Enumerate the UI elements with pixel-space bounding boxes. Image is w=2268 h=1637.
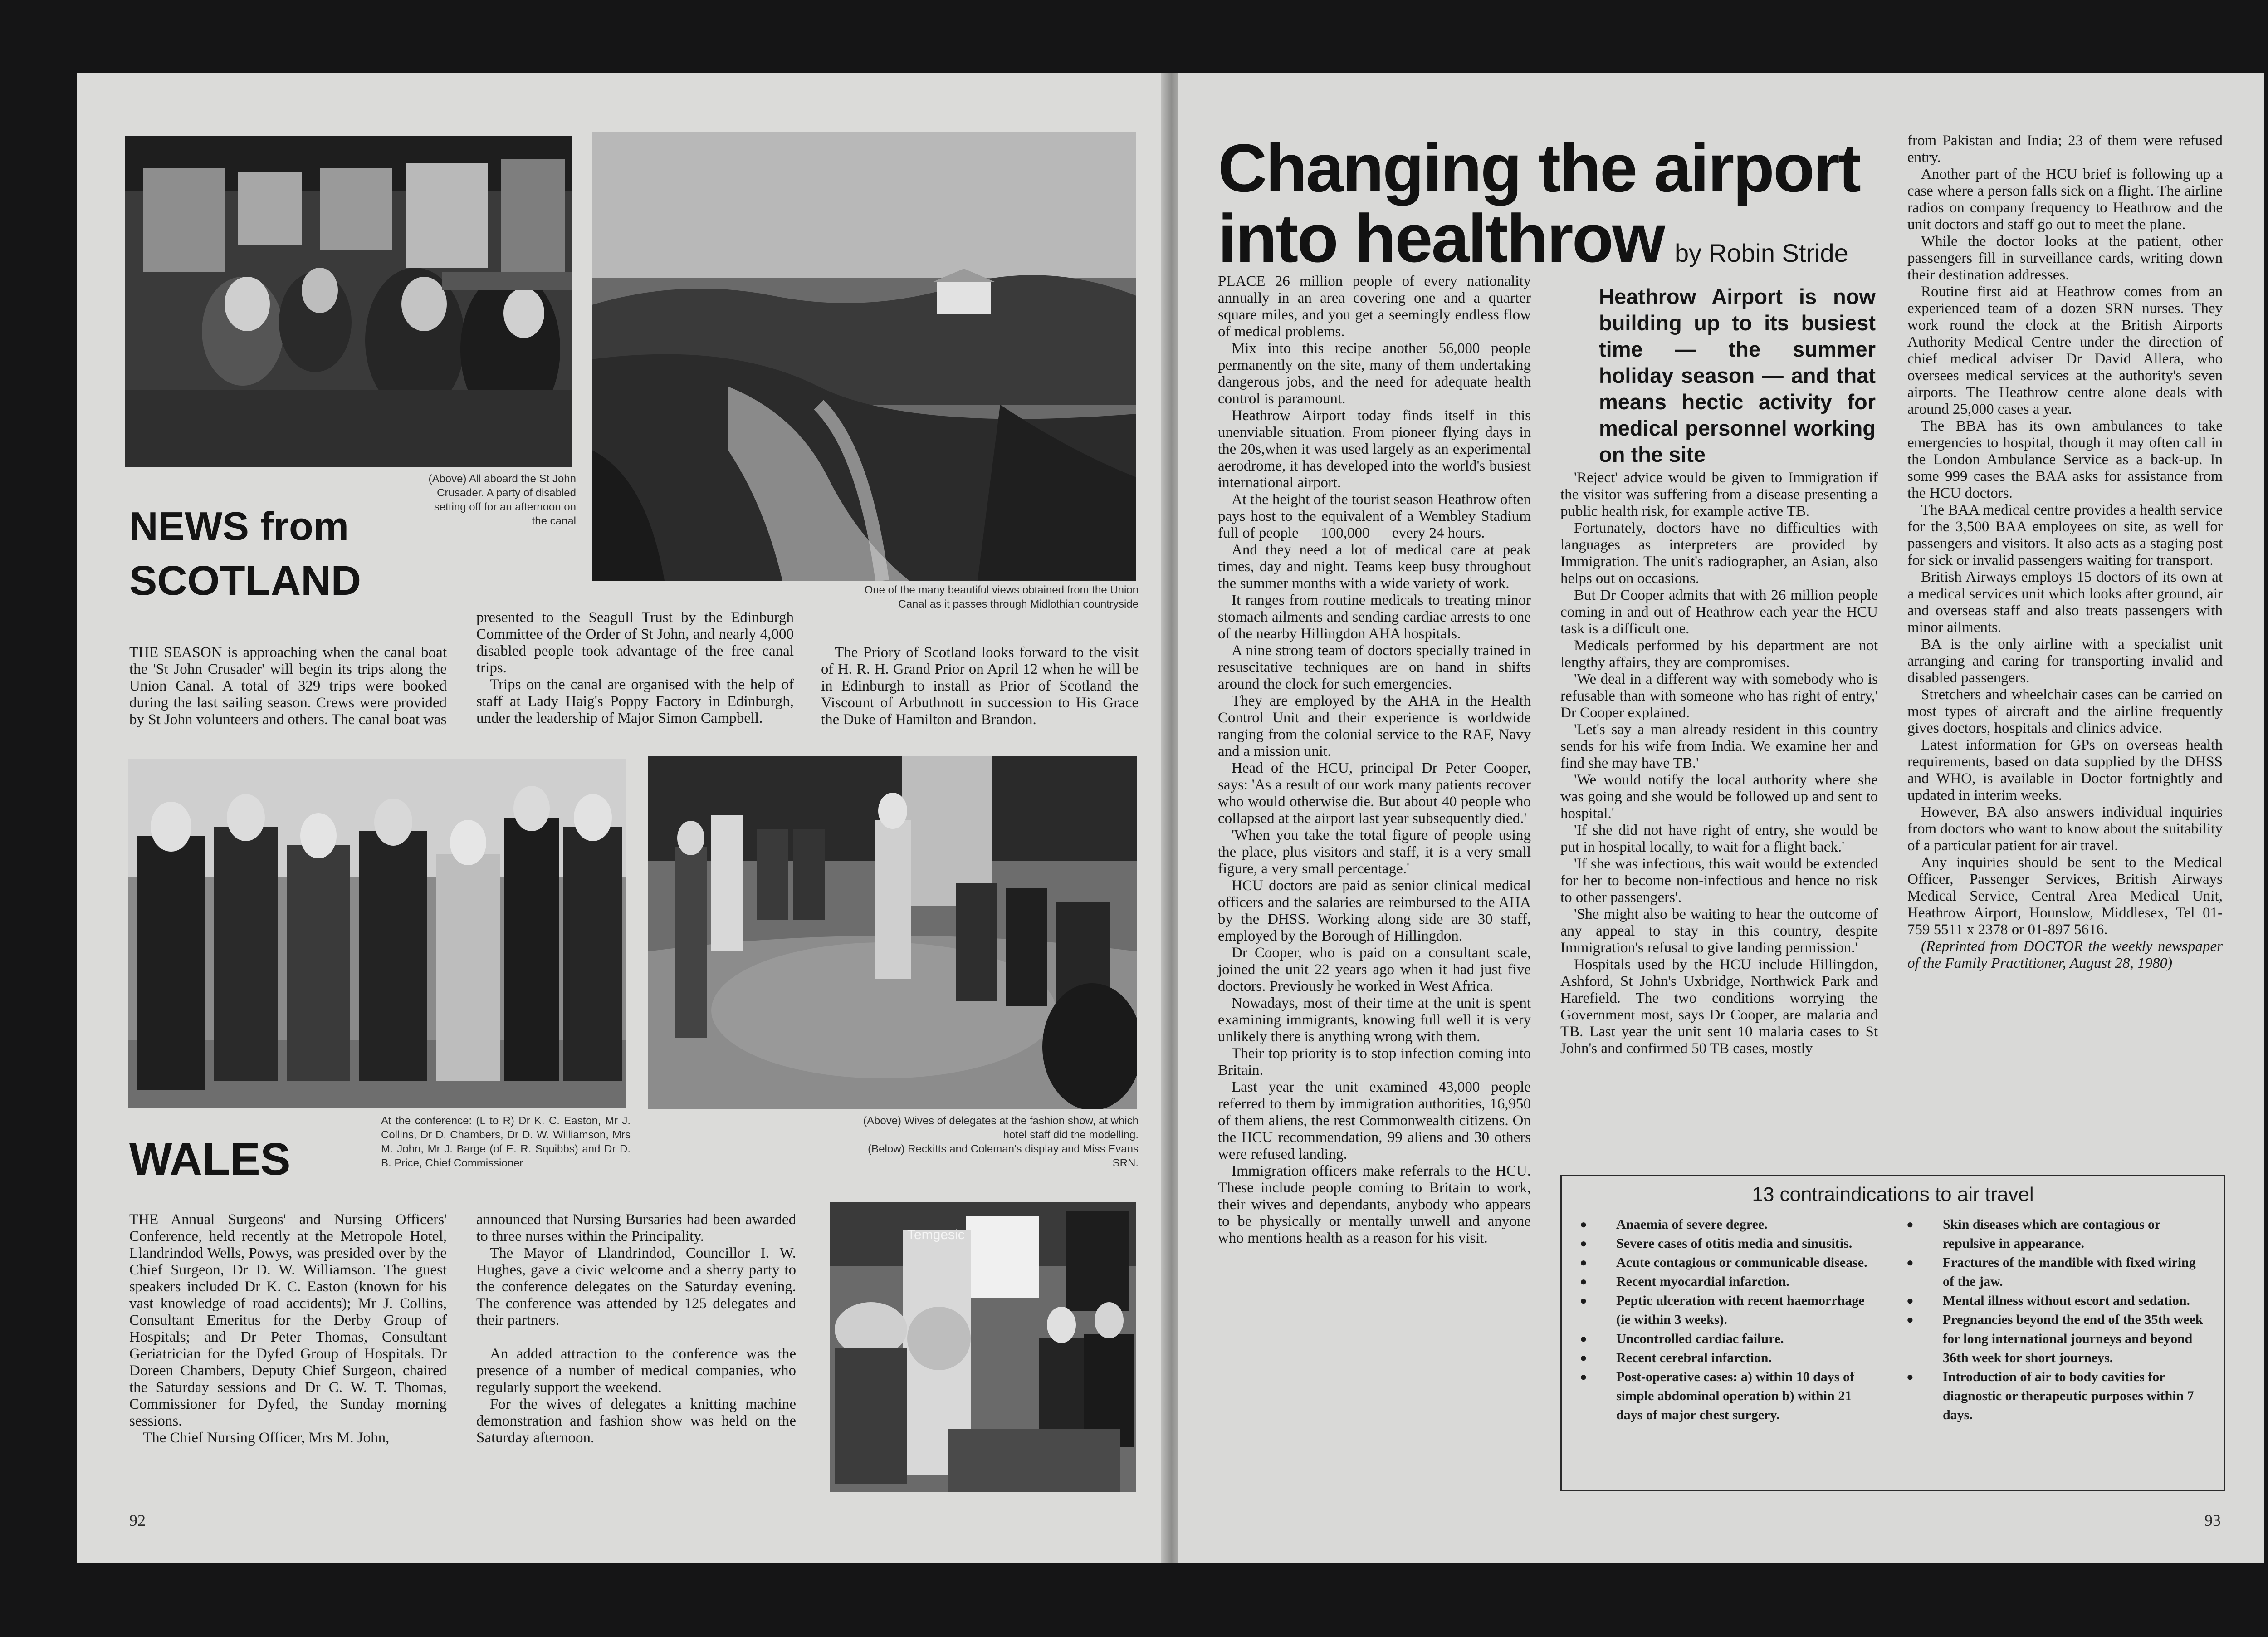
wales-column-1 — [129, 1211, 447, 1446]
paragraph: Mix into this recipe another 56,000 people permanently on the site, many of them undertaking dangerous jobs, and the need for adequate health control is paramount. — [1218, 340, 1531, 407]
list-item: ● Anaemia of severe degree. — [1580, 1215, 1870, 1234]
paragraph: A nine strong team of doctors specially trained in resuscitative techniques are on hand in shifts around the clock for such emergencies. — [1218, 642, 1531, 692]
list-item: ● Pregnancies beyond the end of the 35th week for long international journeys and beyond 36th week for short journeys. — [1906, 1310, 2206, 1367]
headline-line-2 — [1218, 200, 1848, 276]
paragraph: While the doctor looks at the patient, other passengers fill in surveillance cards, writing down their destination addresses. — [1907, 233, 2223, 283]
paragraph: And they need a lot of medical care at peak times, day and night. Teams keep busy throughout the summer months with a wide variety of work. — [1218, 542, 1531, 592]
contraindications-list-left — [1580, 1215, 1870, 1425]
paragraph: At the height of the tourist season Heathrow often pays host to the equivalent of a Wembley Stadium full of people — 100,000 — every 24 hours. — [1218, 491, 1531, 541]
paragraph: 'If she was infectious, this wait would be extended for her to become non-infectious and hence no risk to other passengers'. — [1560, 856, 1878, 906]
caption-countryside: One of the many beautiful views obtained from the Union Canal as it passes through Midlothian countryside — [864, 584, 1139, 610]
standfirst: Heathrow Airport is now building up to its busiest time — the summer holiday season — and that means hectic activity for medical personnel working on the site — [1599, 284, 1876, 466]
paragraph: Nowadays, most of their time at the unit is spent examining immigrants, knowing full well it is very unlikely there is anything wrong with them. — [1218, 995, 1531, 1045]
paragraph: Heathrow Airport today finds itself in this unenviable situation. From pioneer flying days in the 20s,when it was used largely as an experimental aerodrome, it has developed into the world's busiest international airport. — [1218, 407, 1531, 491]
paragraph: However, BA also answers individual inquiries from doctors who want to know about the suitability of a particular patient for air travel. — [1907, 804, 2223, 854]
list-item: ● Uncontrolled cardiac failure. — [1580, 1329, 1870, 1348]
caption-conference: At the conference: (L to R) Dr K. C. Easton, Mr J. Collins, Dr D. Chambers, Dr D. W. Williamson, Mrs M. John, Mr J. Barge (of E. R. Squibbs) and Dr D. B. Price, Chief Commissioner — [381, 1115, 631, 1169]
list-item: ● Severe cases of otitis media and sinusitis. — [1580, 1234, 1870, 1253]
byline: by Robin Stride — [1674, 239, 1848, 267]
page-number-left: 92 — [129, 1511, 146, 1529]
paragraph: Any inquiries should be sent to the Medical Officer, Passenger Services, British Airways Medical Service, Central Area Medical Unit, Heathrow Airport, Hounslow, Middlesex, Tel 01-759 5511 x 2378 or 01-897 5616. — [1907, 854, 2223, 938]
paragraph: The Mayor of Llandrindod, Councillor I. W. Hughes, gave a civic welcome and a sherry party to the conference delegates on the Saturday evening. The conference was attended by 125 delegates and their partners. — [476, 1245, 796, 1328]
list-item: ● Peptic ulceration with recent haemorrhage (ie within 3 weeks). — [1580, 1291, 1870, 1329]
list-item: ● Fractures of the mandible with fixed wiring of the jaw. — [1906, 1253, 2206, 1291]
paragraph: Hospitals used by the HCU include Hillingdon, Ashford, St John's Uxbridge, Northwick Park and Harefield. The two conditions worrying the Government most, says Dr Cooper, are malaria and TB. Last year the unit sent 10 malaria cases to St John's and confirmed 50 TB cases, mostly — [1560, 956, 1878, 1057]
list-item: ● Acute contagious or communicable disease. — [1580, 1253, 1870, 1272]
paragraph: Head of the HCU, principal Dr Peter Cooper, says: 'As a result of our work many patients recover who would otherwise die. But about 40 people who collapsed at the airport last year subsequently died.' — [1218, 760, 1531, 827]
heading-scotland: SCOTLAND — [129, 558, 362, 604]
paragraph: from Pakistan and India; 23 of them were refused entry. — [1907, 132, 2223, 166]
paragraph: Immigration officers make referrals to the HCU. These include people coming to Britain to work, their wives and dependants, anybody who appears to be physically or mentally unwell and anyone who mentions health as a reason for his visit. — [1218, 1163, 1531, 1246]
paragraph: Another part of the HCU brief is following up a case where a person falls sick on a flight. The airline radios on company frequency to Heathrow and the unit doctors and staff go out to meet the plane. — [1907, 166, 2223, 233]
caption-canal-boat: (Above) All aboard the St John Crusader. A party of disabled setting off for an afternoon on the canal — [428, 473, 576, 527]
photo-fashion-show — [648, 756, 1137, 1109]
paragraph: Last year the unit examined 43,000 people referred to them by immigration authorities, 16,950 of them aliens, the rest Commonwealth citizens. On the HCU recommendation, 99 aliens and 30 others were refused landing. — [1218, 1079, 1531, 1162]
paragraph: Latest information for GPs on overseas health requirements, based on data supplied by the DHSS and WHO, is available in Doctor fortnightly and updated in interim weeks. — [1907, 737, 2223, 804]
airport-column-2 — [1560, 470, 1878, 1057]
list-item: ● Mental illness without escort and sedation. — [1906, 1291, 2206, 1310]
list-item: ● Recent myocardial infarction. — [1580, 1272, 1870, 1291]
heading-wales: WALES — [129, 1134, 291, 1185]
paragraph: An added attraction to the conference was the presence of a number of medical companies, who regularly support the weekend. — [476, 1346, 796, 1396]
display-sign-text: Temgesic — [907, 1227, 965, 1242]
paragraph: 'Reject' advice would be given to Immigration if the visitor was suffering from a disease presenting a public health risk, for example active TB. — [1560, 470, 1878, 520]
list-item: ● Recent cerebral infarction. — [1580, 1348, 1870, 1367]
paragraph: The Priory of Scotland looks forward to the visit of H. R. H. Grand Prior on April 12 when he will be in Edinburgh to install as Prior of Scotland the Viscount of Arbuthnott in succession to His Grace the Duke of Hamilton and Brandon. — [821, 644, 1139, 728]
paragraph: HCU doctors are paid as senior clinical medical officers and the salaries are reimbursed to the AHA by the DHSS. Working along side are 30 staff, employed by the Borough of Hillingdon. — [1218, 877, 1531, 944]
list-item: ● Skin diseases which are contagious or repulsive in appearance. — [1906, 1215, 2206, 1253]
list-item: ● Post-operative cases: a) within 10 days of simple abdominal operation b) within 21 days of major chest surgery. — [1580, 1367, 1870, 1425]
paragraph: 'When you take the total figure of people using the place, plus visitors and staff, it is a very small figure, a very small percentage.' — [1218, 827, 1531, 877]
paragraph: Fortunately, doctors have no difficulties with languages as interpreters are provided by Immigration. The unit's radiographer, an Asian, also helps out on occasions. — [1560, 520, 1878, 587]
headline-line-1: Changing the airport — [1218, 130, 1860, 206]
paragraph: THE Annual Surgeons' and Nursing Officers' Conference, held recently at the Metropole Hotel, Llandrindod Wells, Powys, was presided over by the Chief Surgeon, Dr D. W. Williamson. The guest speakers included Dr K. C. Easton (known for his vast knowledge of road accidents); Mr J. Collins, Consultant Emeritus for the Derby Group of Hospitals; and Dr Peter Thomas, Consultant Geriatrician for the Dyfed Group of Hospitals. Dr Doreen Chambers, Deputy Chief Surgeon, chaired the Saturday sessions and Dr C. W. T. Thomas, Commissioner for Dyfed, the Sunday morning sessions. — [129, 1211, 447, 1429]
paragraph: British Airways employs 15 doctors of its own at a medical services unit which looks after ground, air and overseas staff and also treats passengers with minor ailments. — [1907, 569, 2223, 636]
paragraph: 'Let's say a man already resident in this country sends for his wife from India. We examine her and find she may have TB.' — [1560, 721, 1878, 771]
list-item: ● Introduction of air to body cavities for diagnostic or therapeutic purposes within 7 days. — [1906, 1367, 2206, 1425]
contraindications-list-right — [1906, 1215, 2206, 1425]
reprint-note: (Reprinted from DOCTOR the weekly newspaper of the Family Practitioner, August 28, 1980) — [1907, 938, 2223, 971]
photo-conference-group — [128, 759, 626, 1108]
headline-line-2-text: into healthrow — [1218, 200, 1664, 276]
paragraph: Dr Cooper, who is paid on a consultant scale, joined the unit 22 years ago when it had just five doctors. Previously he worked in West Africa. — [1218, 945, 1531, 995]
paragraph: Medicals performed by his department are not lengthy affairs, they are compromises. — [1560, 637, 1878, 671]
scotland-column-1 — [129, 644, 447, 728]
paragraph: The Chief Nursing Officer, Mrs M. John, — [143, 1430, 390, 1446]
scotland-column-2 — [476, 609, 794, 727]
paragraph: announced that Nursing Bursaries had been awarded to three nurses within the Principality. — [476, 1211, 796, 1245]
paragraph: Stretchers and wheelchair cases can be carried on most types of aircraft and the airline frequently gives doctors, hospitals and clinics advice. — [1907, 686, 2223, 736]
contraindications-box — [1560, 1175, 2225, 1491]
airport-column-3 — [1907, 132, 2223, 972]
photo-canal-boat-interior — [125, 136, 572, 467]
paragraph: 'If she did not have right of entry, she would be put in hospital locally, to wait for a flight back.' — [1560, 822, 1878, 855]
wales-column-2 — [476, 1211, 796, 1446]
page-number-right: 93 — [2204, 1511, 2221, 1529]
paragraph: It ranges from routine medicals to treating minor stomach ailments and sending cardiac arrests to one of the nearby Hillingdon AHA hospitals. — [1218, 592, 1531, 642]
caption-fashion-show: (Above) Wives of delegates at the fashion show, at which hotel staff did the modelling. (Below) Reckitts and Coleman's display and Miss Evans SRN. — [863, 1115, 1139, 1169]
photo-canal-countryside — [592, 132, 1136, 581]
photo-reckitts-display — [830, 1202, 1136, 1492]
airport-column-1 — [1218, 273, 1531, 1247]
paragraph: PLACE 26 million people of every nationality annually in an area covering one and a quarter square miles, and you get a seemingly endless flow of medical problems. — [1218, 273, 1531, 340]
scotland-column-3 — [821, 644, 1139, 728]
paragraph: But Dr Cooper admits that with 26 million people coming in and out of Heathrow each year the HCU task is a difficult one. — [1560, 587, 1878, 637]
paragraph: 'She might also be waiting to hear the outcome of any appeal to stay in this country, despite Immigration's refusal to give landing permission.' — [1560, 906, 1878, 956]
paragraph: Trips on the canal are organised with the help of staff at Lady Haig's Poppy Factory in Edinburgh, under the leadership of Major Simon Campbell. — [476, 676, 794, 726]
paragraph: 'We would notify the local authority where she was going and she would be followed up and sent to hospital.' — [1560, 772, 1878, 822]
paragraph: Routine first aid at Heathrow comes from an experienced team of a dozen SRN nurses. They work round the clock at the British Airports Authority Medical Centre under the direction of chief medical adviser Dr David Allera, who oversees medical services at the authority's seven airports. The Heathrow centre alone deals with around 25,000 cases a year. — [1907, 284, 2223, 417]
paragraph: The BAA medical centre provides a health service for the 3,500 BAA employees on site, as well for passengers and visitors. It also acts as a staging post for sick or invalid passengers waiting for transport. — [1907, 502, 2223, 569]
paragraph: presented to the Seagull Trust by the Edinburgh Committee of the Order of St John, and nearly 4,000 disabled people took advantage of the free canal trips. — [476, 609, 794, 676]
paragraph: The BBA has its own ambulances to take emergencies to hospital, though it may often call in the London Ambulance Service as a back-up. In some 999 cases the BAA asks for assistance from the HCU doctors. — [1907, 418, 2223, 501]
paragraph: For the wives of delegates a knitting machine demonstration and fashion show was held on the Saturday afternoon. — [476, 1396, 796, 1446]
heading-news-from: NEWS from — [129, 504, 349, 549]
paragraph: THE SEASON is approaching when the canal boat the 'St John Crusader' will begin its trips along the Union Canal. A total of 329 trips were booked during the last sailing season. Crews were provided by St John volunteers and others. The canal boat was — [129, 644, 447, 728]
paragraph: Their top priority is to stop infection coming into Britain. — [1218, 1045, 1531, 1078]
paragraph: They are employed by the AHA in the Health Control Unit and their experience is worldwide ranging from the colonial service to the RAF, Navy and a mission unit. — [1218, 693, 1531, 760]
paragraph: 'We deal in a different way with somebody who is refusable than with someone who has right of entry,' Dr Cooper explained. — [1560, 671, 1878, 721]
paragraph: BA is the only airline with a specialist unit arranging and caring for transporting invalid and disabled passengers. — [1907, 636, 2223, 686]
contraindications-title: 13 contraindications to air travel — [1752, 1183, 2034, 1206]
